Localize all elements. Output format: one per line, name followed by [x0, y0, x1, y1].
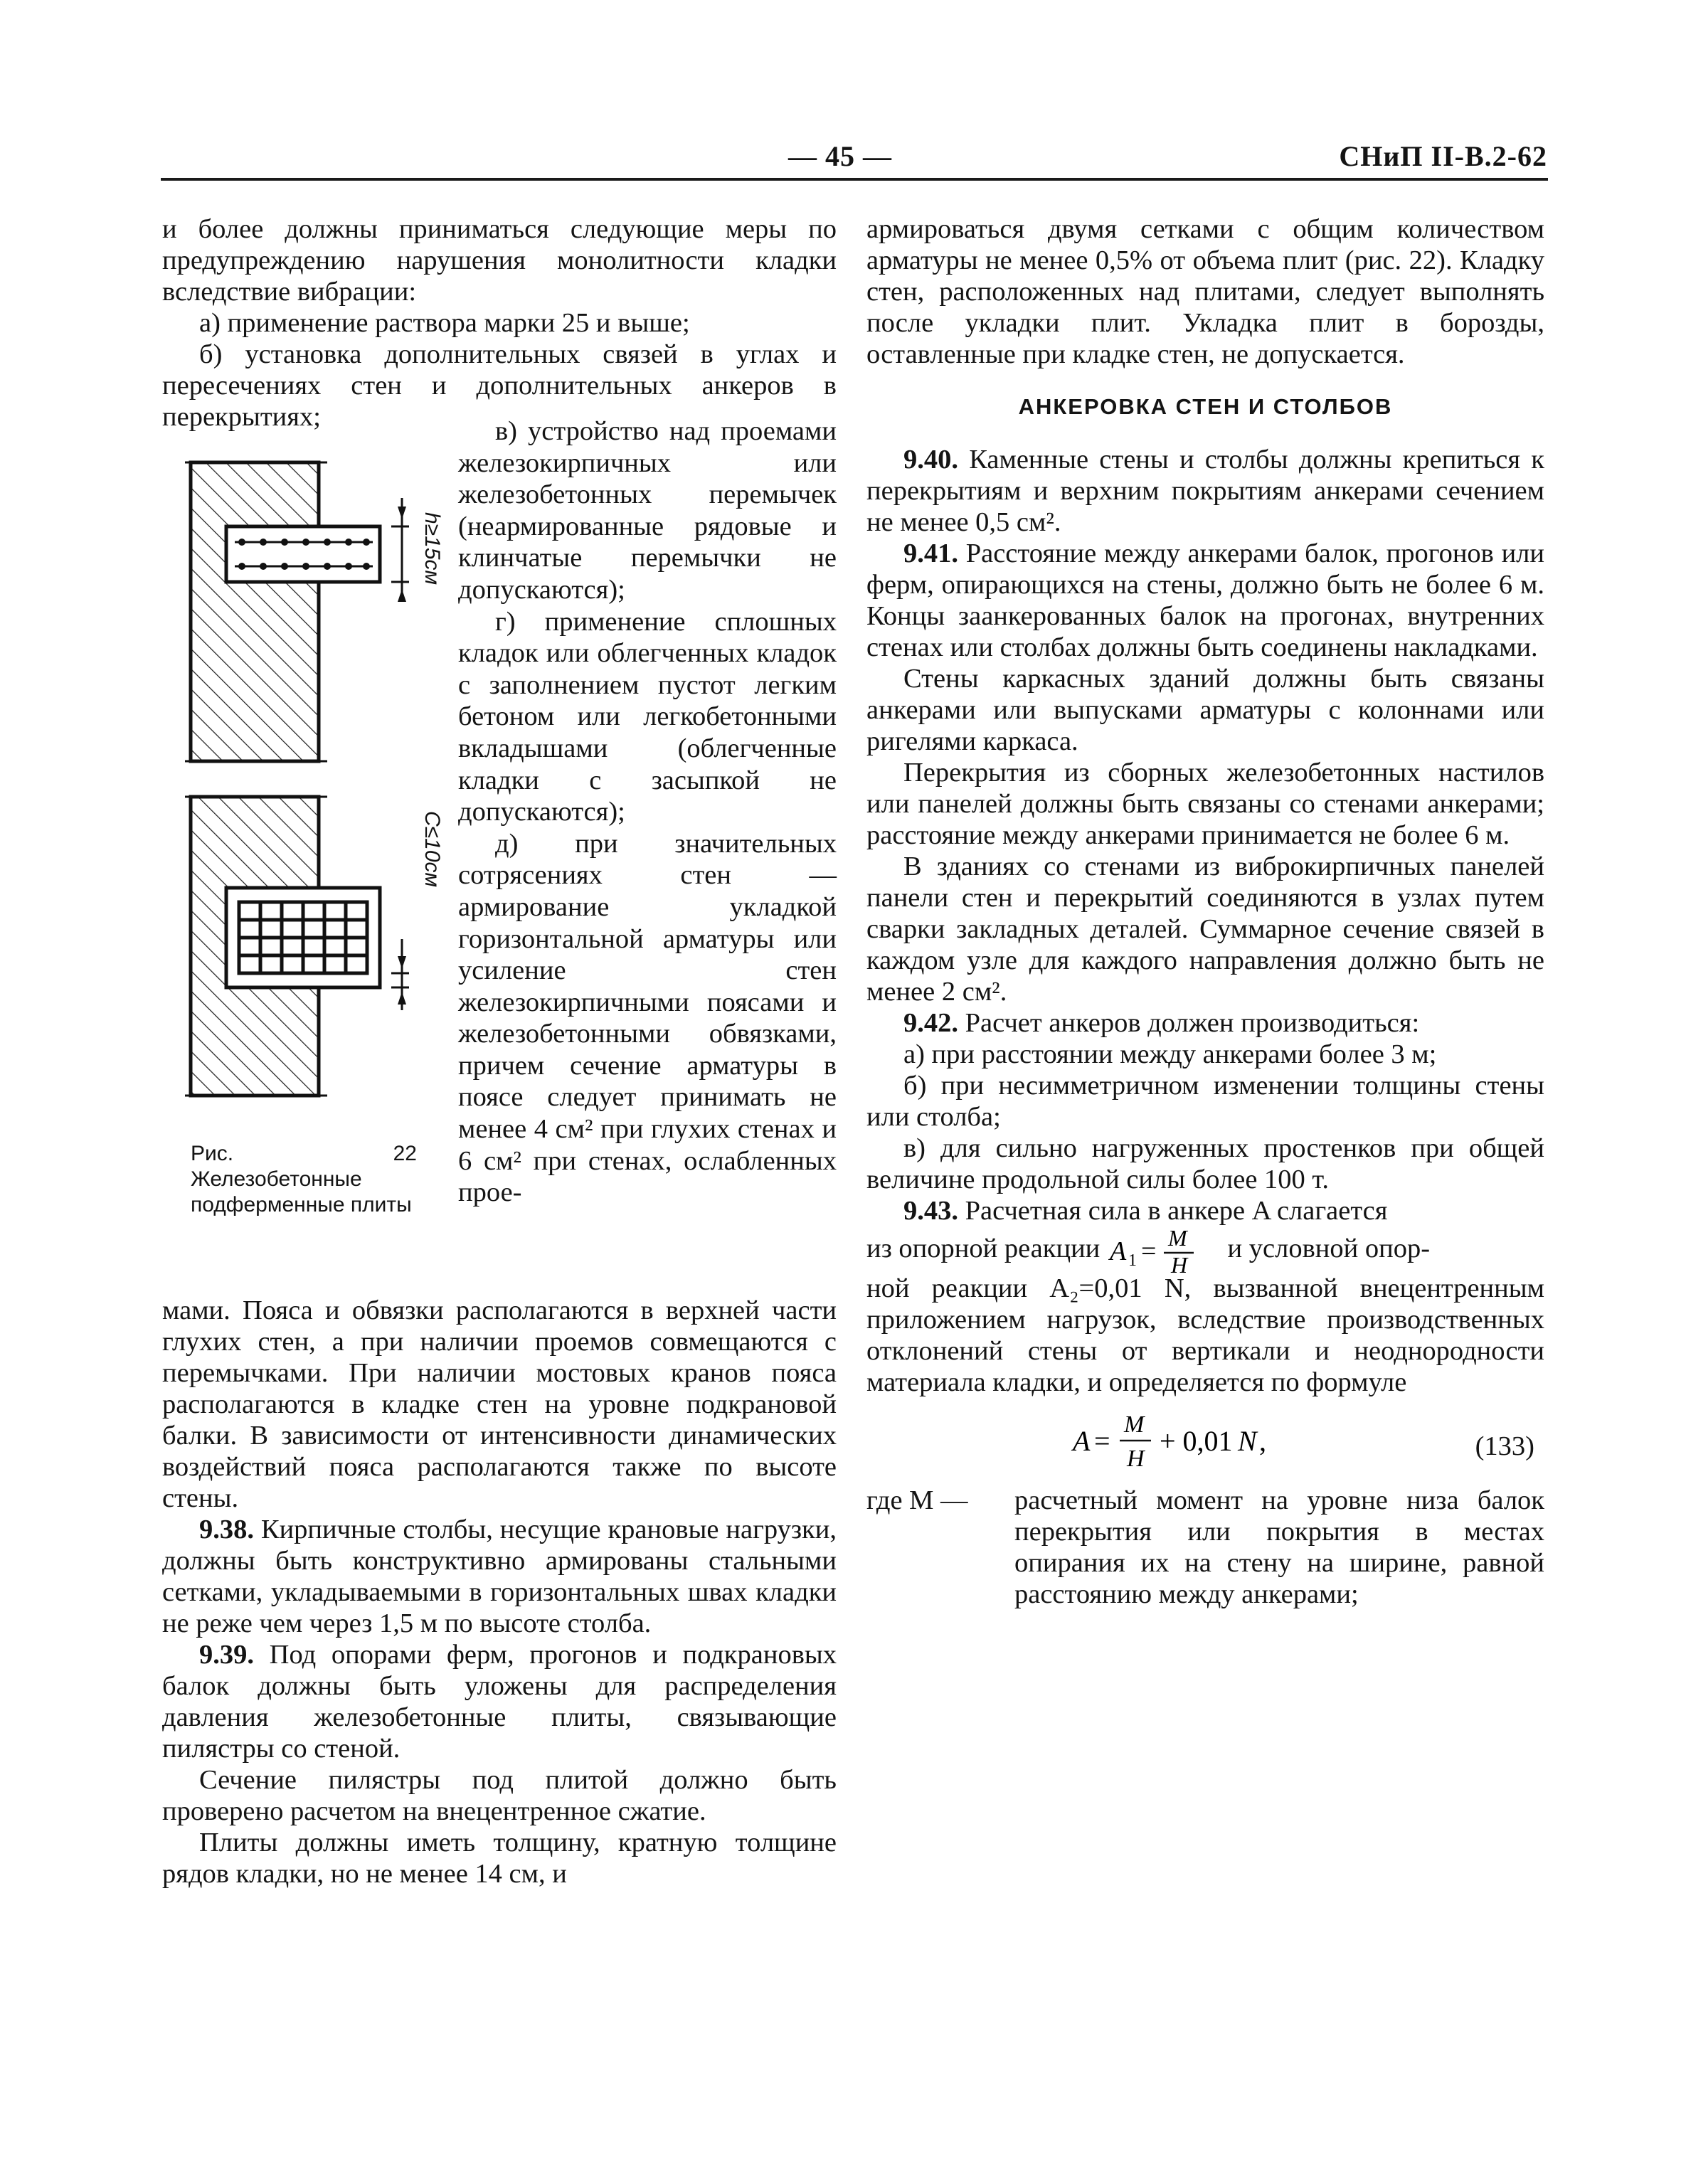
clause-text: Расчет анкеров должен производиться:	[965, 1008, 1420, 1038]
section-title: АНКЕРОВКА СТЕН И СТОЛБОВ	[1018, 394, 1393, 419]
formula-133	[866, 1408, 1544, 1479]
document-code: СНиП II-В.2-62	[1339, 140, 1547, 172]
clause-text: Расстояние между анкерами балок, прогонов или ферм, опирающихся на стены, должно быть не более 6 м. Концы заанкерованных балок на прогонах, внутренних стенах или столбах должны быть соединены накладками.	[866, 539, 1544, 662]
svg-text:M: M	[1124, 1411, 1145, 1438]
clause-number: 9.38.	[199, 1515, 254, 1544]
svg-text:M: M	[1167, 1229, 1187, 1251]
text-span: из опорной реакции	[866, 1234, 1101, 1263]
left-column-bottom	[162, 1295, 837, 1889]
svg-text:A: A	[1073, 1425, 1091, 1458]
upper-wall-section	[185, 462, 444, 761]
paragraph-frame-walls: Стены каркасных зданий должны быть связаны анкерами или выпусками арматуры с колоннами или ригелями каркаса.	[866, 664, 1544, 756]
legend-label: где M —	[866, 1485, 968, 1516]
svg-text:=: =	[1094, 1425, 1110, 1458]
legend-text: расчетный момент на уровне низа балок перекрытия или покрытия в местах опирания их на стену на ширине, равной расстоянию между анкерами;	[1014, 1485, 1544, 1610]
paragraph-9-41	[866, 538, 1544, 663]
svg-text:H: H	[1127, 1446, 1145, 1473]
clause-text: Каменные стены и столбы должны крепиться к перекрытиям и верхним покрытиям анкерами сечением не менее 0,5 см².	[866, 445, 1545, 537]
figure-caption: Рис. 22 Железобетонные подферменные плиты	[191, 1142, 417, 1216]
left-column-wrap	[458, 415, 837, 1209]
calc-item-a: а) при расстоянии между анкерами более 3 м;	[903, 1039, 1437, 1069]
left-column-top	[162, 213, 837, 433]
list-item-b: б) установка дополнительных связей в углах и пересечениях стен и дополнительных анкеров в перекрытиях;	[162, 339, 837, 432]
svg-text:1: 1	[1128, 1251, 1137, 1271]
list-item-a: а) применение раствора марки 25 и выше;	[199, 308, 690, 338]
text-span: и условной опор-	[1227, 1234, 1431, 1263]
clause-text: Расчетная сила в анкере A слагается	[965, 1196, 1388, 1226]
paragraph-intro: и более должны приниматься следующие меры по предупреждению нарушения монолитности кладки вследствие вибрации:	[162, 214, 837, 307]
figure-22-drawing	[164, 441, 448, 1110]
fraction-a1	[1107, 1229, 1221, 1273]
svg-text:,: ,	[1259, 1425, 1266, 1458]
svg-text:=: =	[1140, 1236, 1157, 1267]
paragraph-9-39	[162, 1639, 837, 1764]
paragraph-vibro-panels: В зданиях со стенами из виброкирпичных панелей панели стен и перекрытий соединяются в узлах путем сварки закладных деталей. Суммарное сечение связей в каждом узле для каждого направления должно быть не менее 2 см².	[866, 852, 1544, 1007]
list-item-d-continued: мами. Пояса и обвязки располагаются в верхней части глухих стен, а при наличии проемов совмещаются с перемычками. При наличии мостовых кранов пояса располагаются в кладке стен на уровне подкрановой балки. В зависимости от интенсивности динамических воздействий пояса располагаются также по высоте стены.	[162, 1295, 837, 1513]
page-number: — 45 —	[788, 140, 892, 172]
clause-text: Кирпичные столбы, несущие крановые нагрузки, должны быть конструктивно армированы стальными сетками, укладываемыми в горизонтальных швах кладки не реже чем через 1,5 м по высоте столба.	[162, 1515, 837, 1638]
clause-number: 9.43.	[903, 1196, 958, 1226]
list-item-d: д) при значительных сотрясениях стен — армирование укладкой горизонтальной арматуры или усиление стен железокирпичными поясами и железобетонными обвязками, причем сечение арматуры в поясе следует принимать не менее 4 см² при глухих стенах и 6 см² при стенах, ослабленных прое-	[458, 828, 837, 1208]
svg-text:H: H	[1170, 1252, 1188, 1273]
lower-wall-section	[185, 797, 444, 1096]
clause-text: Под опорами ферм, прогонов и подкрановых балок должны быть уложены для распределения давления железобетонные плиты, связывающие пилястры со стеной.	[162, 1640, 837, 1764]
paragraph-9-43-reaction	[866, 1226, 1544, 1273]
paragraph-9-43-cont: ной реакции A₂=0,01 N, вызванной внецентренным приложением нагрузок, вследствие производственных отклонений стены от вертикали и неоднородности материала кладки, и определяется по формуле	[866, 1273, 1544, 1398]
paragraph-9-42	[866, 1007, 1544, 1039]
paragraph-slabs: Плиты должны иметь толщину, кратную толщине рядов кладки, но не менее 14 см, и	[162, 1828, 837, 1889]
clause-number: 9.41.	[903, 539, 958, 568]
list-item-g: г) применение сплошных кладок или облегченных кладок с заполнением пустот легким бетоном или легкобетонными вкладышами (облегченные кладки с засыпкой не допускаются);	[458, 606, 837, 827]
list-item-v: в) устройство над проемами железокирпичных или железобетонных перемычек (неармированные рядовые и клинчатые перемычки не допускаются);	[458, 416, 837, 605]
paragraph-reinforcement: армироваться двумя сетками с общим количеством арматуры не менее 0,5% от объема плит (рис. 22). Кладку стен, расположенных над плитами, следует выполнять после укладки плит. Укладка плит в борозды, оставленные при кладке стен, не допускается.	[866, 214, 1544, 369]
dim-label-bottom: C≤10см	[420, 811, 444, 888]
right-column	[866, 213, 1544, 1610]
paragraph-pilaster: Сечение пилястры под плитой должно быть проверено расчетом на внецентренное сжатие.	[162, 1765, 837, 1826]
svg-text:N: N	[1238, 1425, 1257, 1458]
calc-item-b: б) при несимметричном изменении толщины стены или столба;	[866, 1071, 1544, 1132]
header-rule	[161, 178, 1548, 181]
paragraph-9-43	[866, 1195, 1544, 1226]
clause-number: 9.39.	[199, 1640, 254, 1670]
formula-drawing	[866, 1408, 1544, 1479]
clause-number: 9.40.	[903, 445, 958, 475]
formula-legend	[866, 1485, 1544, 1610]
svg-text:A: A	[1109, 1236, 1127, 1267]
paragraph-9-38	[162, 1514, 837, 1639]
paragraph-floors: Перекрытия из сборных железобетонных настилов или панелей должны быть связаны со стенами анкерами; расстояние между анкерами принимается не более 6 м.	[866, 758, 1544, 850]
paragraph-9-40	[866, 444, 1544, 538]
svg-text:+ 0,01: + 0,01	[1160, 1425, 1233, 1458]
calc-item-v: в) для сильно нагруженных простенков при общей величине продольной силы более 100 т.	[866, 1133, 1544, 1194]
dim-label-top: h≥15см	[420, 512, 444, 585]
figure-22	[164, 441, 448, 1113]
clause-number: 9.42.	[903, 1008, 958, 1038]
formula-number: (133)	[1475, 1431, 1534, 1462]
